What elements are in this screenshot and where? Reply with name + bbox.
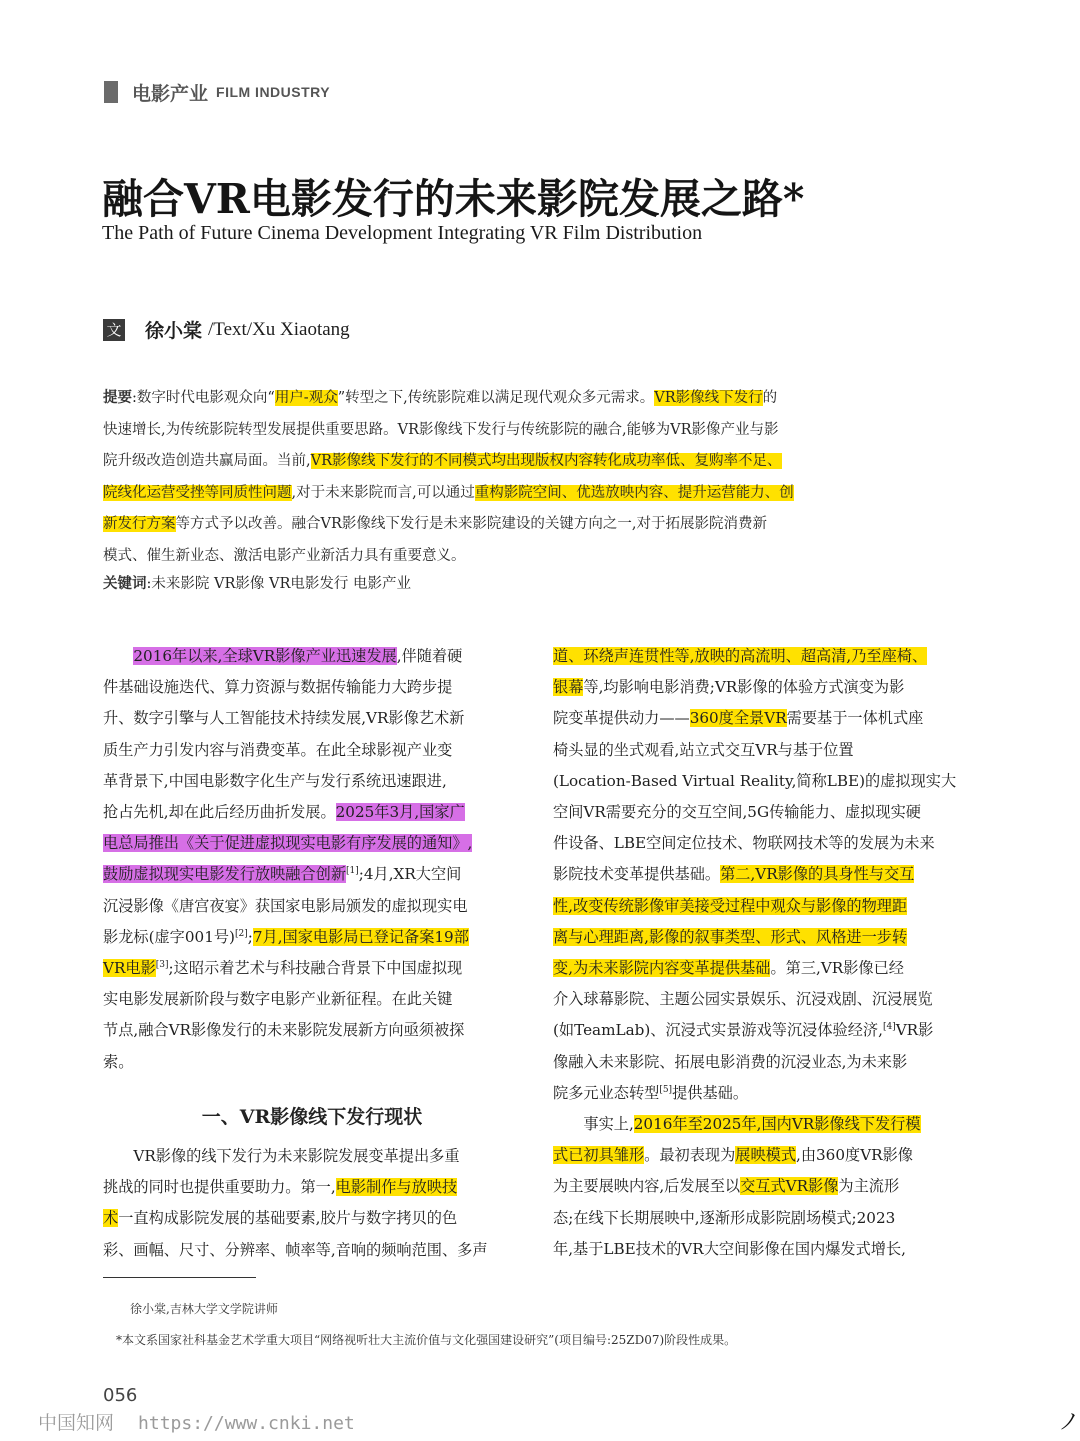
byline xyxy=(103,316,350,343)
abstract-text: 的 xyxy=(762,390,778,406)
body-line: 索。 xyxy=(103,1052,134,1071)
body-text: 为主流形 xyxy=(838,1177,900,1196)
abstract-line xyxy=(103,509,909,541)
abstract-text: :数字时代电影观众向“ xyxy=(132,390,275,406)
highlight-yellow: 院线化运营受挫等同质性问题 xyxy=(103,484,292,501)
body-line xyxy=(103,797,521,828)
body-column-left xyxy=(103,641,521,1078)
body-text: 等,均影响电影消费;VR影像的体验方式演变为影 xyxy=(583,678,905,697)
body-column-right xyxy=(553,641,967,1265)
highlight-yellow: 银幕 xyxy=(553,678,584,697)
body-line xyxy=(103,641,521,672)
body-line xyxy=(553,672,967,703)
highlight-purple: 2025年3月,国家广 xyxy=(335,803,465,822)
body-line: 像融入未来影院、拓展电影消费的沉浸业态,为未来影 xyxy=(553,1052,908,1071)
body-text: 院变革提供动力—— xyxy=(553,709,690,728)
author-name-en: /Text/Xu Xiaotang xyxy=(208,318,350,340)
highlight-yellow: 2016年至2025年,国内VR影像线下发行模 xyxy=(633,1115,921,1134)
body-line xyxy=(553,922,967,953)
body-line xyxy=(103,1141,521,1172)
highlight-yellow: 第二,VR影像的具身性与交互 xyxy=(720,865,915,884)
body-text: 挑战的同时也提供重要助力。第一, xyxy=(103,1178,336,1197)
highlight-yellow: VR影像线下发行 xyxy=(654,390,763,406)
highlight-yellow: VR电影 xyxy=(103,959,156,978)
abstract xyxy=(103,383,909,572)
body-line: 空间VR需要充分的交互空间,5G传输能力、虚拟现实硬 xyxy=(553,803,921,822)
article-title-cn: 融合VR电影发行的未来影院发展之路* xyxy=(102,175,805,223)
abstract-line xyxy=(103,478,909,510)
highlight-yellow: 道、环绕声连贯性等,放映的高流明、超高清,乃至座椅、 xyxy=(553,647,928,665)
abstract-line xyxy=(103,383,909,415)
body-line xyxy=(103,859,521,890)
body-line: 件设备、LBE空间定位技术、物联网技术等的发展为未来 xyxy=(553,834,935,853)
body-line: 彩、画幅、尺寸、分辨率、帧率等,音响的频响范围、多声 xyxy=(103,1240,488,1259)
body-text: 影院技术变革提供基础。 xyxy=(553,865,721,884)
body-text: (如TeamLab)、沉浸式实景游戏等沉浸体验经济, xyxy=(553,1021,883,1040)
body-text: 。第三,VR影像已经 xyxy=(770,959,904,978)
section-title-cn: 电影产业 xyxy=(132,82,209,105)
keywords-label: 关键词 xyxy=(103,576,147,592)
body-line xyxy=(553,953,967,984)
citation-ref: [2] xyxy=(234,928,248,939)
highlight-yellow: 性,改变传统影像审美接受过程中观众与影像的物理距 xyxy=(553,896,908,915)
body-text: 事实上, xyxy=(583,1115,634,1134)
body-text: VR影像的线下发行为未来影院发展变革提出多重 xyxy=(133,1147,460,1165)
watermark xyxy=(38,1408,355,1435)
abstract-text: ,对于未来影院而言,可以通过 xyxy=(291,484,475,501)
body-text: 一直构成影院发展的基础要素,胶片与数字拷贝的色 xyxy=(118,1209,458,1228)
highlight-yellow: 用户-观众 xyxy=(274,390,338,406)
highlight-yellow: 离与心理距离,影像的叙事类型、形式、风格进一步转 xyxy=(553,927,908,946)
footnote-author: 徐小棠,吉林大学文学院讲师 xyxy=(130,1302,278,1316)
text-label-icon: 文 xyxy=(103,319,125,341)
body-line xyxy=(553,1140,967,1171)
body-line xyxy=(553,859,967,890)
section-title-en: FILM INDUSTRY xyxy=(216,84,331,100)
citation-ref: [5] xyxy=(659,1084,673,1095)
footnote-fund: *本文系国家社科基金艺术学重大项目“网络视听壮大主流价值与文化强国建设研究”(项目编号:25ZD07)阶段性成果。 xyxy=(116,1333,737,1347)
body-line xyxy=(553,1078,967,1109)
section-header xyxy=(104,80,330,104)
article-title-en: The Path of Future Cinema Development Integrating VR Film Distribution xyxy=(102,222,703,244)
body-line: 态;在线下长期展映中,逐渐形成影院剧场模式;2023 xyxy=(553,1208,896,1227)
body-line: 年,基于LBE技术的VR大空间影像在国内爆发式增长, xyxy=(553,1239,906,1258)
keywords-text: :未来影院 VR影像 VR电影发行 电影产业 xyxy=(146,576,411,592)
abstract-line: 模式、催生新业态、激活电影产业新活力具有重要意义。 xyxy=(103,547,466,564)
page-number: 056 xyxy=(103,1385,138,1406)
highlight-purple: 电总局推出《关于促进虚拟现实电影有序发展的通知》, xyxy=(103,834,473,853)
abstract-line: 快速增长,为传统影院转型发展提供重要思路。VR影像线下发行与传统影院的融合,能够为VR影像产业与影 xyxy=(103,421,779,438)
abstract-line xyxy=(103,446,909,478)
body-text: 。最初表现为 xyxy=(644,1146,736,1165)
highlight-yellow: VR影像线下发行的不同模式均出现版权内容转化成功率低、复购率不足、 xyxy=(310,453,782,469)
body-text: 院多元业态转型 xyxy=(553,1083,660,1102)
highlight-yellow: 新发行方案 xyxy=(103,516,176,532)
body-line: 介入球幕影院、主题公园实景娱乐、沉浸戏剧、沉浸展览 xyxy=(553,990,933,1009)
citation-ref: [3] xyxy=(155,959,169,970)
body-text: ; xyxy=(247,927,253,946)
highlight-yellow: 术 xyxy=(103,1209,119,1228)
body-line xyxy=(103,1203,521,1234)
body-line: 质生产力引发内容与消费变革。在此全球影视产业变 xyxy=(103,740,453,759)
body-line xyxy=(103,953,521,984)
abstract-text: 等方式予以改善。融合VR影像线下发行是未来影院建设的关键方向之一,对于拓展影院消费新 xyxy=(175,516,767,532)
abstract-text: ”转型之下,传统影院难以满足现代观众多元需求。 xyxy=(337,390,655,406)
body-text: ;这昭示着艺术与科技融合背景下中国虚拟现 xyxy=(168,959,463,978)
highlight-purple: 2016年以来,全球VR影像产业迅速发展 xyxy=(133,647,397,665)
body-line xyxy=(103,922,521,953)
section-subheading: 一、VR影像线下发行现状 xyxy=(201,1106,423,1128)
author-name: 徐小棠 xyxy=(145,320,203,342)
body-line xyxy=(553,1015,967,1046)
corner-mark-icon: ノ xyxy=(1058,1410,1080,1435)
highlight-yellow: 7月,国家电影局已登记备案19部 xyxy=(252,927,469,946)
body-line xyxy=(553,1171,967,1202)
body-line xyxy=(103,1172,521,1203)
section-marker-icon xyxy=(104,81,118,103)
highlight-yellow: 重构影院空间、优选放映内容、提升运营能力、创 xyxy=(474,484,794,501)
body-line xyxy=(553,1109,967,1140)
body-text: VR影 xyxy=(895,1021,934,1040)
citation-ref: [4] xyxy=(882,1022,896,1033)
body-line: 节点,融合VR影像发行的未来影院发展新方向亟须被探 xyxy=(103,1021,465,1040)
body-column-left-continued xyxy=(103,1141,521,1266)
body-line: (Location-Based Virtual Reality,简称LBE)的虚拟现实大 xyxy=(553,771,957,790)
highlight-yellow: 交互式VR影像 xyxy=(740,1177,839,1196)
highlight-yellow: 电影制作与放映技 xyxy=(335,1178,458,1197)
citation-ref: [1] xyxy=(346,866,359,877)
highlight-yellow: 展映模式 xyxy=(735,1146,796,1165)
body-line: 升、数字引擎与人工智能技术持续发展,VR影像艺术新 xyxy=(103,709,465,728)
body-line xyxy=(553,891,967,922)
body-text: ,伴随着硬 xyxy=(396,647,463,665)
body-line: 实电影发展新阶段与数字电影产业新征程。在此关键 xyxy=(103,990,453,1009)
body-line: 沉浸影像《唐宫夜宴》获国家电影局颁发的虚拟现实电 xyxy=(103,896,468,915)
footnote-divider xyxy=(103,1277,256,1278)
highlight-yellow: 式已初具雏形 xyxy=(553,1146,645,1165)
body-text: 提供基础。 xyxy=(672,1083,748,1102)
body-line: 椅头显的坐式观看,站立式交互VR与基于位置 xyxy=(553,740,854,759)
watermark-url: https://www.cnki.net xyxy=(138,1413,355,1434)
body-text: ,由360度VR影像 xyxy=(796,1146,913,1165)
keywords xyxy=(103,570,411,598)
highlight-yellow: 变,为未来影院内容变革提供基础 xyxy=(553,959,771,978)
body-text: 为主要展映内容,后发展至以 xyxy=(553,1177,741,1196)
abstract-text: 院升级改造创造共赢局面。当前, xyxy=(103,453,311,469)
watermark-cn: 中国知网 xyxy=(38,1412,115,1434)
body-text: ;4月,XR大空间 xyxy=(358,865,462,884)
abstract-label: 提要 xyxy=(103,390,132,406)
body-line: 件基础设施迭代、算力资源与数据传输能力大跨步提 xyxy=(103,678,453,697)
body-text: 影龙标(虚字001号) xyxy=(103,927,235,946)
body-line: 革背景下,中国电影数字化生产与发行系统迅速跟进, xyxy=(103,771,447,790)
body-text: 需要基于一体机式座 xyxy=(786,709,924,728)
body-line xyxy=(553,641,967,672)
highlight-purple: 鼓励虚拟现实电影发行放映融合创新 xyxy=(103,865,346,884)
body-line xyxy=(103,828,521,859)
highlight-yellow: 360度全景VR xyxy=(689,709,787,728)
body-line xyxy=(553,703,967,734)
body-text: 抢占先机,却在此后经历曲折发展。 xyxy=(103,803,336,822)
